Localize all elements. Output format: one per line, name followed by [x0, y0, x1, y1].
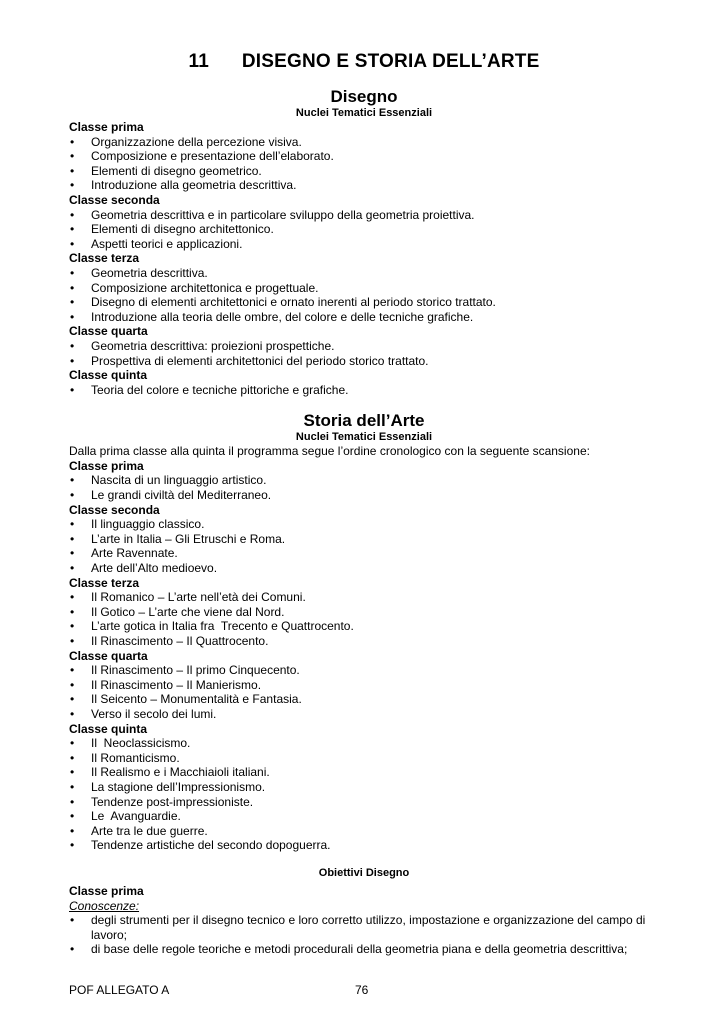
bullet-icon: •	[70, 913, 75, 928]
list-item: • Elementi di disegno geometrico.	[70, 163, 262, 178]
list-item: • L’arte gotica in Italia fra Trecento e Quattrocento.	[70, 619, 354, 634]
bullet-icon: •	[70, 280, 75, 295]
bullet-icon: •	[70, 149, 75, 164]
list-item: • Arte dell’Alto medioevo.	[70, 561, 218, 576]
bullet-icon: •	[70, 265, 75, 280]
list-item: • Geometria descrittiva.	[70, 265, 208, 280]
bullet-icon: •	[70, 809, 75, 824]
list-item: • Il Rinascimento – Il Quattrocento.	[70, 634, 269, 648]
list-item: • Il Gotico – L’arte che viene dal Nord.	[70, 604, 285, 619]
list-item: • Disegno di elementi architettonici e ornato inerenti al periodo storico trattato.	[70, 295, 496, 310]
disegno-title: Disegno	[330, 87, 398, 106]
classe-label: Classe quinta	[69, 721, 148, 736]
bullet-icon: •	[70, 942, 75, 957]
bullet-icon: •	[70, 163, 75, 178]
storia-classe-prima	[69, 459, 659, 503]
list-item: • Tendenze post-impressioniste.	[70, 794, 254, 809]
bullet-icon: •	[70, 692, 75, 707]
bullet-icon: •	[70, 546, 75, 561]
bullet-icon: •	[70, 295, 75, 310]
classe-label: Classe quarta	[69, 324, 148, 339]
list-item: • Il Realismo e i Macchiaioli italiani.	[70, 765, 270, 780]
classe-label: Classe quinta	[69, 368, 148, 383]
disegno-classe-quarta	[69, 324, 659, 368]
conoscenze-label: Conoscenze:	[69, 898, 140, 913]
obiettivi-title: Obiettivi Disegno	[318, 866, 410, 879]
classe-label: Classe seconda	[69, 192, 160, 207]
bullet-icon: •	[70, 823, 75, 838]
storia-classe-terza	[69, 576, 659, 649]
classe-label: Classe prima	[69, 120, 144, 134]
bullet-icon: •	[70, 561, 75, 576]
list-item: • Elementi di disegno architettonico.	[70, 222, 274, 237]
list-item: • Aspetti teorici e applicazioni.	[70, 236, 243, 251]
storia-classe-quinta	[69, 722, 659, 853]
list-item: • Le grandi civiltà del Mediterraneo.	[70, 488, 272, 503]
list-item: • Teoria del colore e tecniche pittoriche e grafiche.	[70, 382, 349, 397]
bullet-icon: •	[70, 338, 75, 353]
bullet-icon: •	[70, 794, 75, 809]
list-item: • Tendenze artistiche del secondo dopoguerra.	[70, 838, 331, 853]
bullet-icon: •	[70, 309, 75, 324]
list-item: • Il Rinascimento – Il primo Cinquecento.	[70, 663, 300, 678]
page-content	[69, 51, 659, 957]
list-item: • Composizione architettonica e progettuale.	[70, 280, 319, 295]
bullet-icon: •	[70, 488, 75, 503]
list-item: • Composizione e presentazione dell’elaborato.	[70, 149, 334, 164]
list-item: • Il linguaggio classico.	[70, 517, 205, 532]
obiettivi-section	[69, 867, 659, 957]
list-item: • Geometria descrittiva e in particolare sviluppo della geometria proiettiva.	[70, 207, 475, 222]
bullet-icon: •	[70, 619, 75, 634]
disegno-classe-prima	[69, 120, 659, 193]
classe-label: Classe seconda	[69, 502, 160, 517]
page-title: 11 DISEGNO E STORIA DELL’ARTE	[188, 51, 540, 72]
classe-label: Classe quarta	[69, 648, 148, 663]
classe-label: Classe prima	[69, 458, 144, 473]
bullet-icon: •	[70, 207, 75, 222]
list-item: • Introduzione alla geometria descrittiva.	[70, 178, 297, 193]
list-item: • Il Seicento – Monumentalità e Fantasia.	[70, 692, 302, 707]
bullet-icon: •	[70, 663, 75, 678]
storia-classe-quarta	[69, 649, 659, 722]
disegno-classe-terza	[69, 251, 659, 324]
list-item: • Il Rinascimento – Il Manierismo.	[70, 677, 262, 692]
list-item: • Verso il secolo dei lumi.	[70, 706, 217, 721]
bullet-icon: •	[70, 750, 75, 765]
disegno-classe-seconda	[69, 193, 659, 251]
bullet-icon: •	[70, 779, 75, 794]
list-item: • Il Romanticismo.	[70, 750, 180, 765]
bullet-icon: •	[70, 178, 75, 193]
list-item: • Arte Ravennate.	[70, 546, 178, 561]
bullet-icon: •	[70, 353, 75, 368]
storia-section	[69, 411, 659, 853]
list-item: • Prospettiva di elementi architettonici del periodo storico trattato.	[70, 353, 429, 368]
bullet-icon: •	[70, 222, 75, 237]
list-item: • Organizzazione della percezione visiva.	[70, 134, 302, 149]
bullet-icon: •	[70, 677, 75, 692]
list-item: • La stagione dell’Impressionismo.	[70, 779, 266, 794]
bullet-icon: •	[70, 765, 75, 780]
bullet-icon: •	[70, 134, 75, 149]
bullet-icon: •	[70, 531, 75, 546]
storia-intro: Dalla prima classe alla quinta il programma segue l’ordine cronologico con la seguente scansione:	[69, 444, 590, 459]
list-item: • Il Romanico – L’arte nell’età dei Comuni.	[70, 590, 306, 605]
list-item: • degli strumenti per il disegno tecnico e loro corretto utilizzo, impostazione e organizzazione del campo di lavoro;	[70, 913, 646, 942]
classe-label: Classe terza	[69, 251, 140, 266]
classe-label: Classe terza	[69, 575, 140, 590]
list-item: • Le Avanguardie.	[70, 809, 181, 824]
disegno-subtitle: Nuclei Tematici Essenziali	[295, 107, 433, 119]
disegno-classe-quinta	[69, 368, 659, 397]
list-item: • Arte tra le due guerre.	[70, 823, 208, 838]
bullet-icon: •	[70, 517, 75, 532]
bullet-icon: •	[70, 236, 75, 251]
list-item: • Introduzione alla teoria delle ombre, del colore e delle tecniche grafiche.	[70, 309, 474, 324]
page-number: 76	[355, 983, 369, 997]
storia-subtitle: Nuclei Tematici Essenziali	[295, 431, 433, 444]
footer-label: POF ALLEGATO A	[69, 983, 170, 997]
bullet-icon: •	[70, 604, 75, 619]
list-item: • Nascita di un linguaggio artistico.	[70, 473, 267, 488]
storia-title: Storia dell’Arte	[303, 411, 425, 431]
list-item: • Geometria descrittiva: proiezioni prospettiche.	[70, 338, 335, 353]
bullet-icon: •	[70, 706, 75, 721]
bullet-icon: •	[70, 736, 75, 751]
bullet-icon: •	[70, 382, 75, 397]
bullet-icon: •	[70, 634, 75, 648]
list-item: • L’arte in Italia – Gli Etruschi e Roma.	[70, 531, 286, 546]
disegno-section	[69, 87, 659, 397]
bullet-icon: •	[70, 838, 75, 853]
list-item: • Il Neoclassicismo.	[70, 736, 191, 751]
bullet-icon: •	[70, 590, 75, 605]
classe-label: Classe prima	[69, 883, 144, 898]
storia-classe-seconda	[69, 503, 659, 576]
bullet-icon: •	[70, 473, 75, 488]
list-item: • di base delle regole teoriche e metodi procedurali della geometria piana e della geometria descrittiva;	[70, 942, 628, 957]
